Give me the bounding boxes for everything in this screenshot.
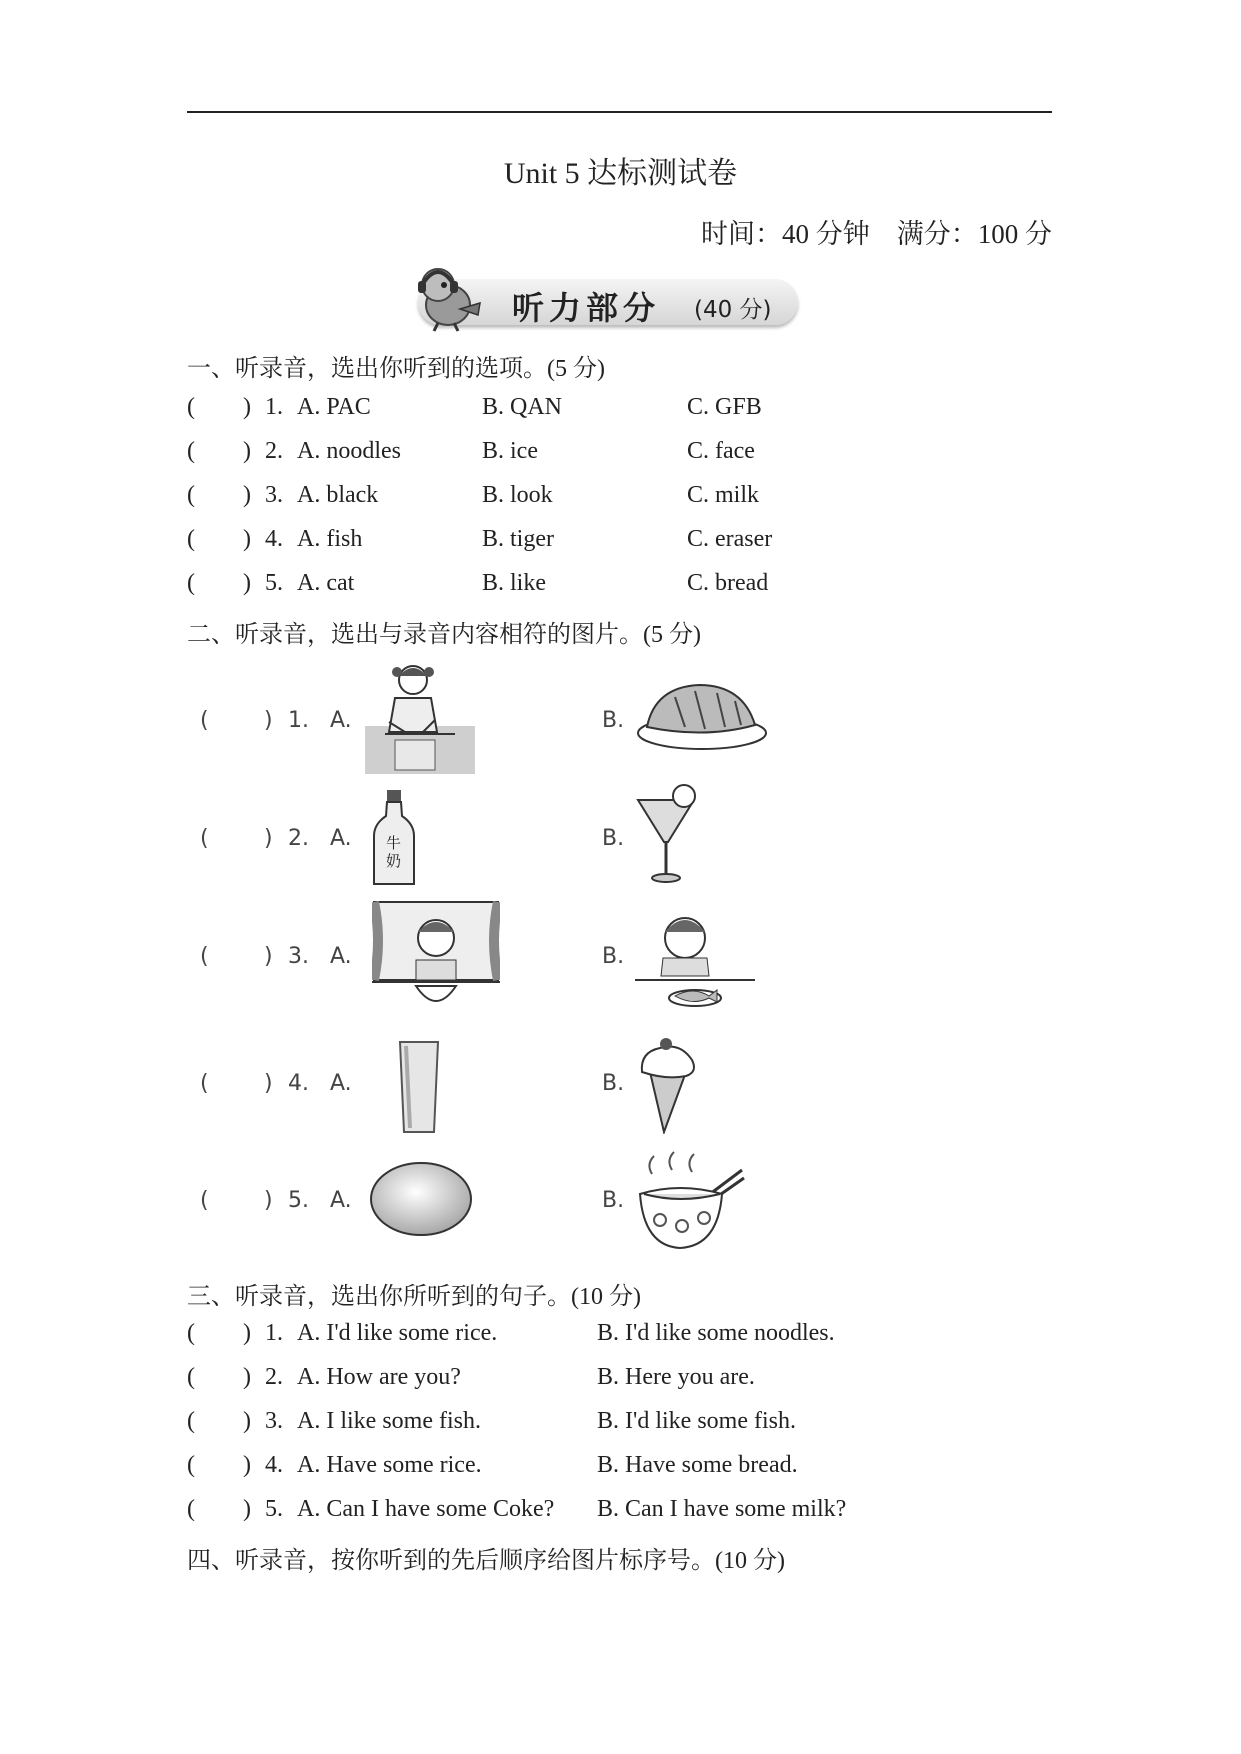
answer-paren-close: ) bbox=[243, 482, 251, 508]
option-a: A. cat bbox=[297, 570, 355, 596]
sentence-b: B. Can I have some milk? bbox=[597, 1496, 847, 1522]
answer-paren-open: ( bbox=[187, 438, 195, 464]
answer-paren-open: ( bbox=[187, 1408, 195, 1434]
label-b: B. bbox=[602, 826, 625, 851]
sentence-b: B. Have some bread. bbox=[597, 1452, 798, 1478]
question-number: 5. bbox=[265, 570, 283, 596]
label-a: A. bbox=[330, 1071, 352, 1096]
label-b: B. bbox=[602, 944, 625, 969]
bottle-label: 牛奶 bbox=[386, 834, 402, 870]
answer-paren-open: ( bbox=[200, 944, 209, 969]
banner-score: (40 分) bbox=[694, 297, 772, 323]
sentence-a: A. Have some rice. bbox=[297, 1452, 482, 1478]
answer-paren-open: ( bbox=[187, 1364, 195, 1390]
ice-cream-icon bbox=[636, 1036, 698, 1134]
answer-paren-close: ) bbox=[243, 1364, 251, 1390]
question-number: 2. bbox=[265, 438, 283, 464]
option-b: B. look bbox=[482, 482, 553, 508]
question-number: 1. bbox=[288, 708, 309, 733]
label-b: B. bbox=[602, 1188, 625, 1213]
answer-paren-open: ( bbox=[187, 570, 195, 596]
answer-paren-open: ( bbox=[187, 482, 195, 508]
option-a: A. fish bbox=[297, 526, 363, 552]
question-number: 3. bbox=[265, 1408, 283, 1434]
label-a: A. bbox=[330, 944, 352, 969]
noodles-bowl-icon bbox=[632, 1150, 746, 1254]
question-number: 4. bbox=[288, 1071, 309, 1096]
answer-paren-open: ( bbox=[200, 1188, 209, 1213]
option-c: C. eraser bbox=[687, 526, 773, 552]
glass-icon bbox=[398, 1040, 440, 1134]
option-b: B. ice bbox=[482, 438, 538, 464]
question-number: 3. bbox=[265, 482, 283, 508]
option-b: B. QAN bbox=[482, 394, 563, 420]
answer-paren-close: ) bbox=[264, 708, 273, 733]
question-number: 5. bbox=[288, 1188, 309, 1213]
answer-paren-open: ( bbox=[187, 1452, 195, 1478]
sentence-b: B. I'd like some fish. bbox=[597, 1408, 796, 1434]
milk-bottle-icon bbox=[372, 788, 416, 888]
question-number: 1. bbox=[265, 394, 283, 420]
answer-paren-close: ) bbox=[264, 826, 273, 851]
answer-paren-close: ) bbox=[243, 438, 251, 464]
listening-banner bbox=[408, 257, 806, 335]
question-number: 4. bbox=[265, 1452, 283, 1478]
option-b: B. like bbox=[482, 570, 546, 596]
answer-paren-close: ) bbox=[243, 1320, 251, 1346]
top-rule bbox=[187, 111, 1052, 113]
option-a: A. black bbox=[297, 482, 379, 508]
egg-icon bbox=[368, 1160, 474, 1238]
question-number: 5. bbox=[265, 1496, 283, 1522]
answer-paren-open: ( bbox=[200, 826, 209, 851]
question-number: 1. bbox=[265, 1320, 283, 1346]
headphone-mascot-icon bbox=[408, 257, 504, 335]
boy-eating-rice-icon bbox=[372, 900, 500, 1015]
answer-paren-close: ) bbox=[243, 1496, 251, 1522]
option-c: C. GFB bbox=[687, 394, 762, 420]
option-c: C. bread bbox=[687, 570, 769, 596]
option-a: A. noodles bbox=[297, 438, 401, 464]
answer-paren-close: ) bbox=[243, 394, 251, 420]
answer-paren-close: ) bbox=[243, 570, 251, 596]
exam-meta: 时间：40 分钟 满分：100 分 bbox=[701, 219, 1052, 249]
sentence-a: A. I'd like some rice. bbox=[297, 1320, 498, 1346]
label-a: A. bbox=[330, 708, 352, 733]
answer-paren-close: ) bbox=[264, 1071, 273, 1096]
label-a: A. bbox=[330, 826, 352, 851]
sentence-a: A. How are you? bbox=[297, 1364, 461, 1390]
girl-eating-icon bbox=[365, 662, 475, 774]
question-number: 2. bbox=[265, 1364, 283, 1390]
option-c: C. face bbox=[687, 438, 755, 464]
label-b: B. bbox=[602, 1071, 625, 1096]
option-c: C. milk bbox=[687, 482, 760, 508]
answer-paren-close: ) bbox=[243, 1452, 251, 1478]
answer-paren-open: ( bbox=[200, 708, 209, 733]
page-title: Unit 5 达标测试卷 bbox=[503, 157, 738, 190]
label-b: B. bbox=[602, 708, 625, 733]
bread-icon bbox=[635, 677, 770, 753]
sentence-b: B. Here you are. bbox=[597, 1364, 755, 1390]
answer-paren-open: ( bbox=[200, 1071, 209, 1096]
sentence-a: A. Can I have some Coke? bbox=[297, 1496, 555, 1522]
question-number: 3. bbox=[288, 944, 309, 969]
section1-heading: 一、听录音，选出你听到的选项。(5 分) bbox=[187, 356, 605, 382]
section2-heading: 二、听录音，选出与录音内容相符的图片。(5 分) bbox=[187, 622, 701, 648]
juice-glass-icon bbox=[632, 782, 700, 886]
answer-paren-open: ( bbox=[187, 394, 195, 420]
boy-eating-fish-icon bbox=[635, 902, 755, 1012]
banner-title: 听力部分 bbox=[512, 289, 661, 327]
answer-paren-open: ( bbox=[187, 1496, 195, 1522]
answer-paren-close: ) bbox=[243, 1408, 251, 1434]
option-a: A. PAC bbox=[297, 394, 371, 420]
option-b: B. tiger bbox=[482, 526, 554, 552]
question-number: 2. bbox=[288, 826, 309, 851]
answer-paren-close: ) bbox=[264, 944, 273, 969]
section4-heading: 四、听录音，按你听到的先后顺序给图片标序号。(10 分) bbox=[187, 1548, 785, 1574]
answer-paren-open: ( bbox=[187, 526, 195, 552]
question-number: 4. bbox=[265, 526, 283, 552]
section3-heading: 三、听录音，选出你所听到的句子。(10 分) bbox=[187, 1284, 641, 1310]
answer-paren-close: ) bbox=[264, 1188, 273, 1213]
sentence-a: A. I like some fish. bbox=[297, 1408, 481, 1434]
answer-paren-open: ( bbox=[187, 1320, 195, 1346]
label-a: A. bbox=[330, 1188, 352, 1213]
sentence-b: B. I'd like some noodles. bbox=[597, 1320, 835, 1346]
answer-paren-close: ) bbox=[243, 526, 251, 552]
